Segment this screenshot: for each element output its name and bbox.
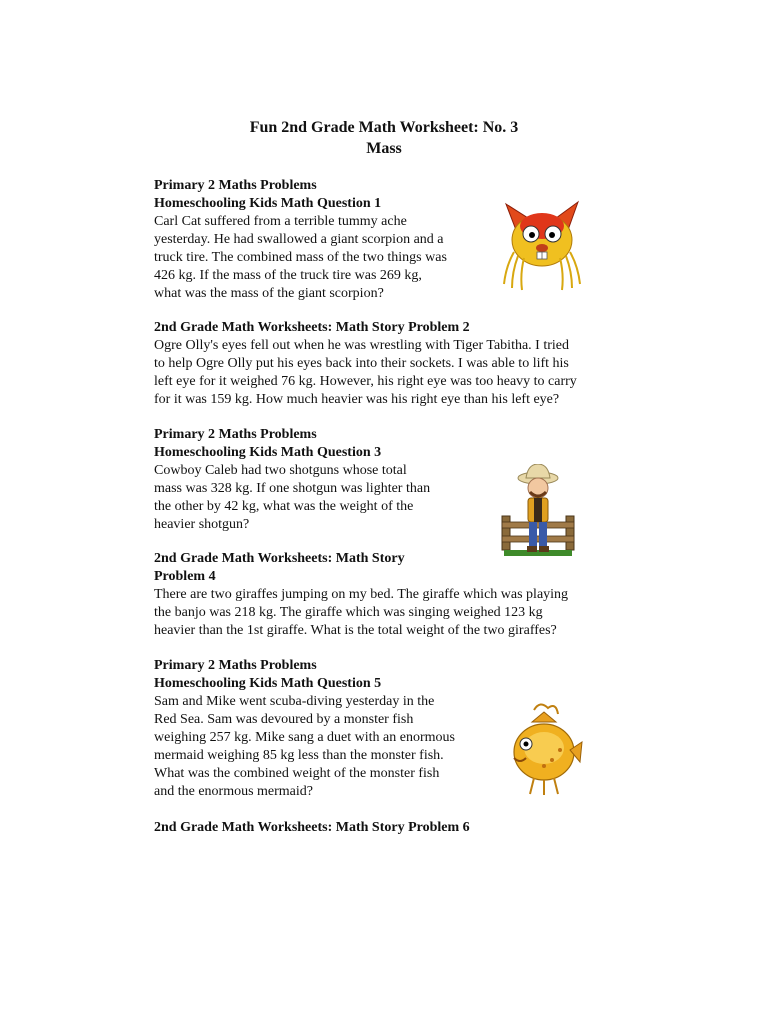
problem-4-line: heavier than the 1st giraffe. What is the total weight of the two giraffes?	[154, 623, 557, 638]
problem-2-line: for it was 159 kg. How much heavier was his right eye than his left eye?	[154, 392, 560, 407]
problem-2	[154, 319, 577, 409]
problem-1-heading: Primary 2 Maths Problems	[154, 178, 317, 193]
problem-2-line: to help Ogre Olly put his eyes back into their sockets. I was able to lift his	[154, 356, 569, 371]
problem-3-line: Cowboy Caleb had two shotguns whose total	[154, 463, 407, 478]
problem-5-line: Sam and Mike went scuba-diving yesterday in the	[154, 694, 435, 709]
problem-4-heading: 2nd Grade Math Worksheets: Math Story	[154, 551, 405, 566]
problem-6	[154, 819, 470, 837]
problem-2-line: Ogre Olly's eyes fell out when he was wrestling with Tiger Tabitha. I tried	[154, 338, 569, 353]
problem-4-line: There are two giraffes jumping on my bed. The giraffe which was playing	[154, 587, 569, 602]
problem-4-line: the banjo was 218 kg. The giraffe which was singing weighed 123 kg	[154, 605, 543, 620]
problem-1-line: Carl Cat suffered from a terrible tummy ache	[154, 214, 407, 229]
problem-3-subheading: Homeschooling Kids Math Question 3	[154, 445, 382, 460]
problem-5-line: weighing 257 kg. Mike sang a duet with an enormous	[154, 730, 455, 745]
problem-2-line: left eye for it weighed 76 kg. However, his right eye was too heavy to carry	[154, 374, 577, 389]
problem-1-line: 426 kg. If the mass of the truck tire was 269 kg,	[154, 268, 422, 283]
problem-1-subheading: Homeschooling Kids Math Question 1	[154, 196, 382, 211]
problem-5-line: and the enormous mermaid?	[154, 784, 314, 799]
fish-illustration	[504, 700, 584, 796]
problem-5-heading: Primary 2 Maths Problems	[154, 658, 317, 673]
problem-5	[154, 657, 455, 801]
problem-3	[154, 426, 430, 534]
problem-6-heading: 2nd Grade Math Worksheets: Math Story Problem 6	[154, 820, 470, 835]
problem-4	[154, 550, 568, 640]
problem-2-heading: 2nd Grade Math Worksheets: Math Story Problem 2	[154, 320, 470, 335]
worksheet-title: Fun 2nd Grade Math Worksheet: No. 3	[249, 119, 519, 136]
cat-face-illustration	[498, 196, 586, 292]
problem-5-line: Red Sea. Sam was devoured by a monster fish	[154, 712, 414, 727]
problem-3-line: the other by 42 kg, what was the weight of the	[154, 499, 414, 514]
problem-3-line: mass was 328 kg. If one shotgun was lighter than	[154, 481, 431, 496]
problem-4-subheading: Problem 4	[154, 569, 216, 584]
problem-5-line: What was the combined weight of the monster fish	[154, 766, 440, 781]
problem-5-subheading: Homeschooling Kids Math Question 5	[154, 676, 382, 691]
problem-5-line: mermaid weighing 85 kg less than the monster fish.	[154, 748, 444, 763]
problem-1-line: yesterday. He had swallowed a giant scorpion and a	[154, 232, 444, 247]
worksheet-subtitle: Mass	[366, 140, 402, 157]
problem-3-heading: Primary 2 Maths Problems	[154, 427, 317, 442]
problem-1	[154, 177, 447, 303]
problem-3-line: heavier shotgun?	[154, 517, 250, 532]
problem-1-line: what was the mass of the giant scorpion?	[154, 286, 384, 301]
problem-1-line: truck tire. The combined mass of the two things was	[154, 250, 447, 265]
